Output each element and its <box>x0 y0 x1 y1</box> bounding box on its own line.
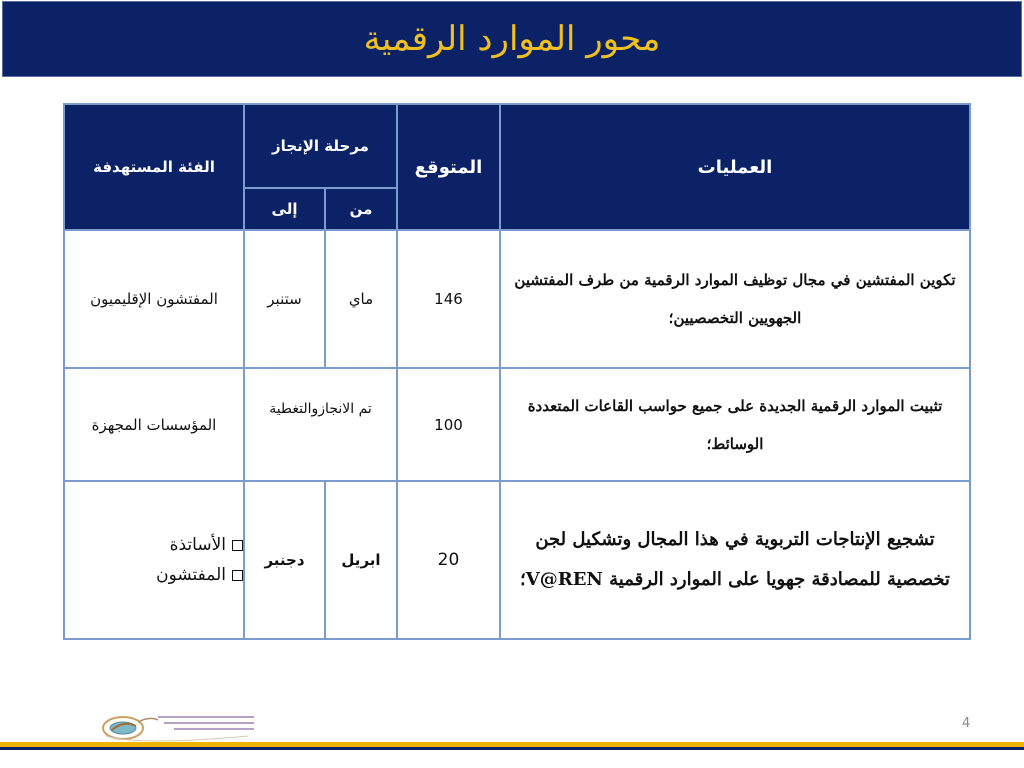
table-row <box>64 368 970 481</box>
target-inspectors: المفتشون <box>156 565 226 585</box>
checkbox-bullet-icon <box>232 570 243 581</box>
header-to: إلى <box>244 188 325 230</box>
logo-emblem-icon <box>98 706 264 746</box>
target-cell <box>64 481 244 639</box>
operation-cell: تكوين المفتشين في مجال توظيف الموارد الرقمية من طرف المفتشين الجهويين التخصصيين؛ <box>500 230 970 368</box>
header-operations: العمليات <box>500 104 970 230</box>
operations-table <box>63 103 971 640</box>
expected-cell: 146 <box>397 230 500 368</box>
slide-title: محور الموارد الرقمية <box>363 19 661 59</box>
operation-cell: تثبيت الموارد الرقمية الجديدة على جميع حواسب القاعات المتعددة الوسائط؛ <box>500 368 970 481</box>
table-row <box>64 230 970 368</box>
target-teachers: الأساتذة <box>169 535 226 555</box>
expected-cell: 100 <box>397 368 500 481</box>
header-row-1 <box>64 104 970 188</box>
target-cell: المؤسسات المجهزة <box>64 368 244 481</box>
header-expected: المتوقع <box>397 104 500 230</box>
from-cell: ماي <box>325 230 397 368</box>
header-from: من <box>325 188 397 230</box>
expected-cell: 20 <box>397 481 500 639</box>
page-number: 4 <box>962 716 971 731</box>
operation-cell: تشجيع الإنتاجات التربوية في هذا المجال وتشكيل لجن تخصصية للمصادقة جهويا على الموارد الرقمية V@REN؛ <box>500 481 970 639</box>
header-phase: مرحلة الإنجاز <box>244 104 397 188</box>
list-item <box>65 560 243 590</box>
to-cell: ستنبر <box>244 230 325 368</box>
from-cell: ابريل <box>325 481 397 639</box>
list-item <box>65 530 243 560</box>
checkbox-bullet-icon <box>232 540 243 551</box>
target-cell: المفتشون الإقليميون <box>64 230 244 368</box>
to-cell: دجنبر <box>244 481 325 639</box>
footer-logo <box>98 706 264 746</box>
header-target: الفئة المستهدفة <box>64 104 244 230</box>
footer-blue-rule <box>0 747 1024 750</box>
phase-merged-cell: تم الانجازوالتغطية <box>244 368 397 481</box>
table-row <box>64 481 970 639</box>
title-bar <box>2 1 1022 77</box>
